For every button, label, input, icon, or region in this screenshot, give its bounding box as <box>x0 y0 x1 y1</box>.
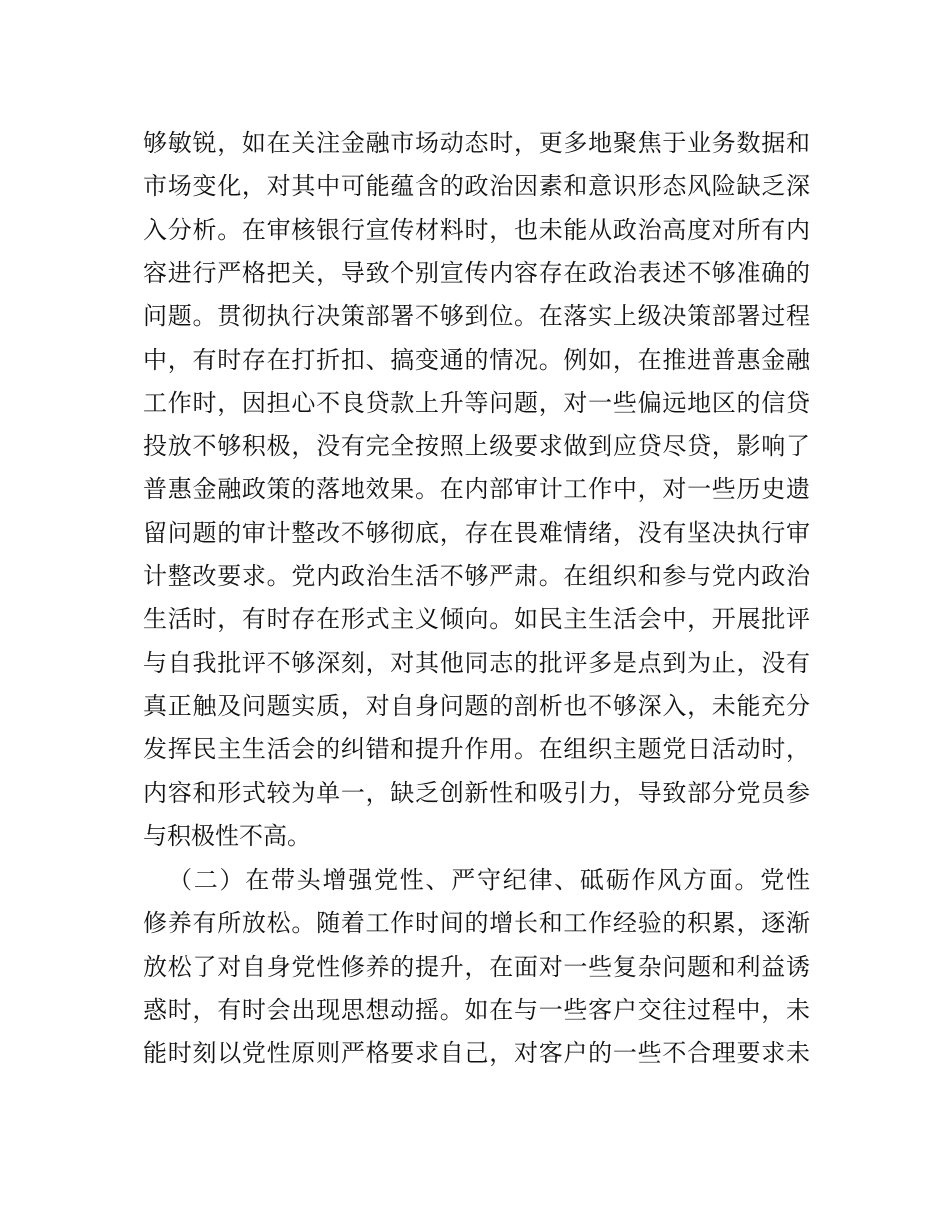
text-line: 计整改要求。党内政治生活不够严肃。在组织和参与党内政治 <box>143 562 810 590</box>
text-line: 生活时，有时存在形式主义倾向。如民主生活会中，开展批评 <box>143 605 810 634</box>
text-line: 中，有时存在打折扣、搞变通的情况。例如，在推进普惠金融 <box>143 345 810 374</box>
text-line: 放松了对自身党性修养的提升，在面对一些复杂问题和利益诱 <box>143 952 810 981</box>
text-line: 修养有所放松。随着工作时间的增长和工作经验的积累，逐渐 <box>143 909 810 938</box>
text-line: 真正触及问题实质，对自身问题的剖析也不够深入，未能充分 <box>143 691 810 720</box>
text-line: 入分析。在审核银行宣传材料时，也未能从政治高度对所有内 <box>143 215 810 244</box>
text-line: 够敏锐，如在关注金融市场动态时，更多地聚焦于业务数据和 <box>143 129 810 157</box>
text-line: 惑时，有时会出现思想动摇。如在与一些客户交往过程中，未 <box>143 995 810 1024</box>
text-line: （二）在带头增强党性、严守纪律、砥砺作风方面。党性 <box>168 866 810 894</box>
text-line: 普惠金融政策的落地效果。在内部审计工作中，对一些历史遗 <box>143 475 810 504</box>
text-line: 工作时，因担心不良贷款上升等问题，对一些偏远地区的信贷 <box>143 388 810 417</box>
text-line: 投放不够积极，没有完全按照上级要求做到应贷尽贷，影响了 <box>143 432 810 461</box>
text-line: 与积极性不高。 <box>143 821 311 850</box>
text-line: 能时刻以党性原则严格要求自己，对客户的一些不合理要求未 <box>143 1039 810 1068</box>
text-line: 容进行严格把关，导致个别宣传内容存在政治表述不够准确的 <box>143 258 810 287</box>
text-line: 内容和形式较为单一，缺乏创新性和吸引力，导致部分党员参 <box>143 778 810 807</box>
text-line: 发挥民主生活会的纠错和提升作用。在组织主题党日活动时， <box>143 735 810 764</box>
text-line: 市场变化，对其中可能蕴含的政治因素和意识形态风险缺乏深 <box>143 172 810 201</box>
text-line: 问题。贯彻执行决策部署不够到位。在落实上级决策部署过程 <box>143 302 810 331</box>
text-line: 与自我批评不够深刻，对其他同志的批评多是点到为止，没有 <box>143 648 810 677</box>
text-line: 留问题的审计整改不够彻底，存在畏难情绪，没有坚决执行审 <box>143 518 810 547</box>
